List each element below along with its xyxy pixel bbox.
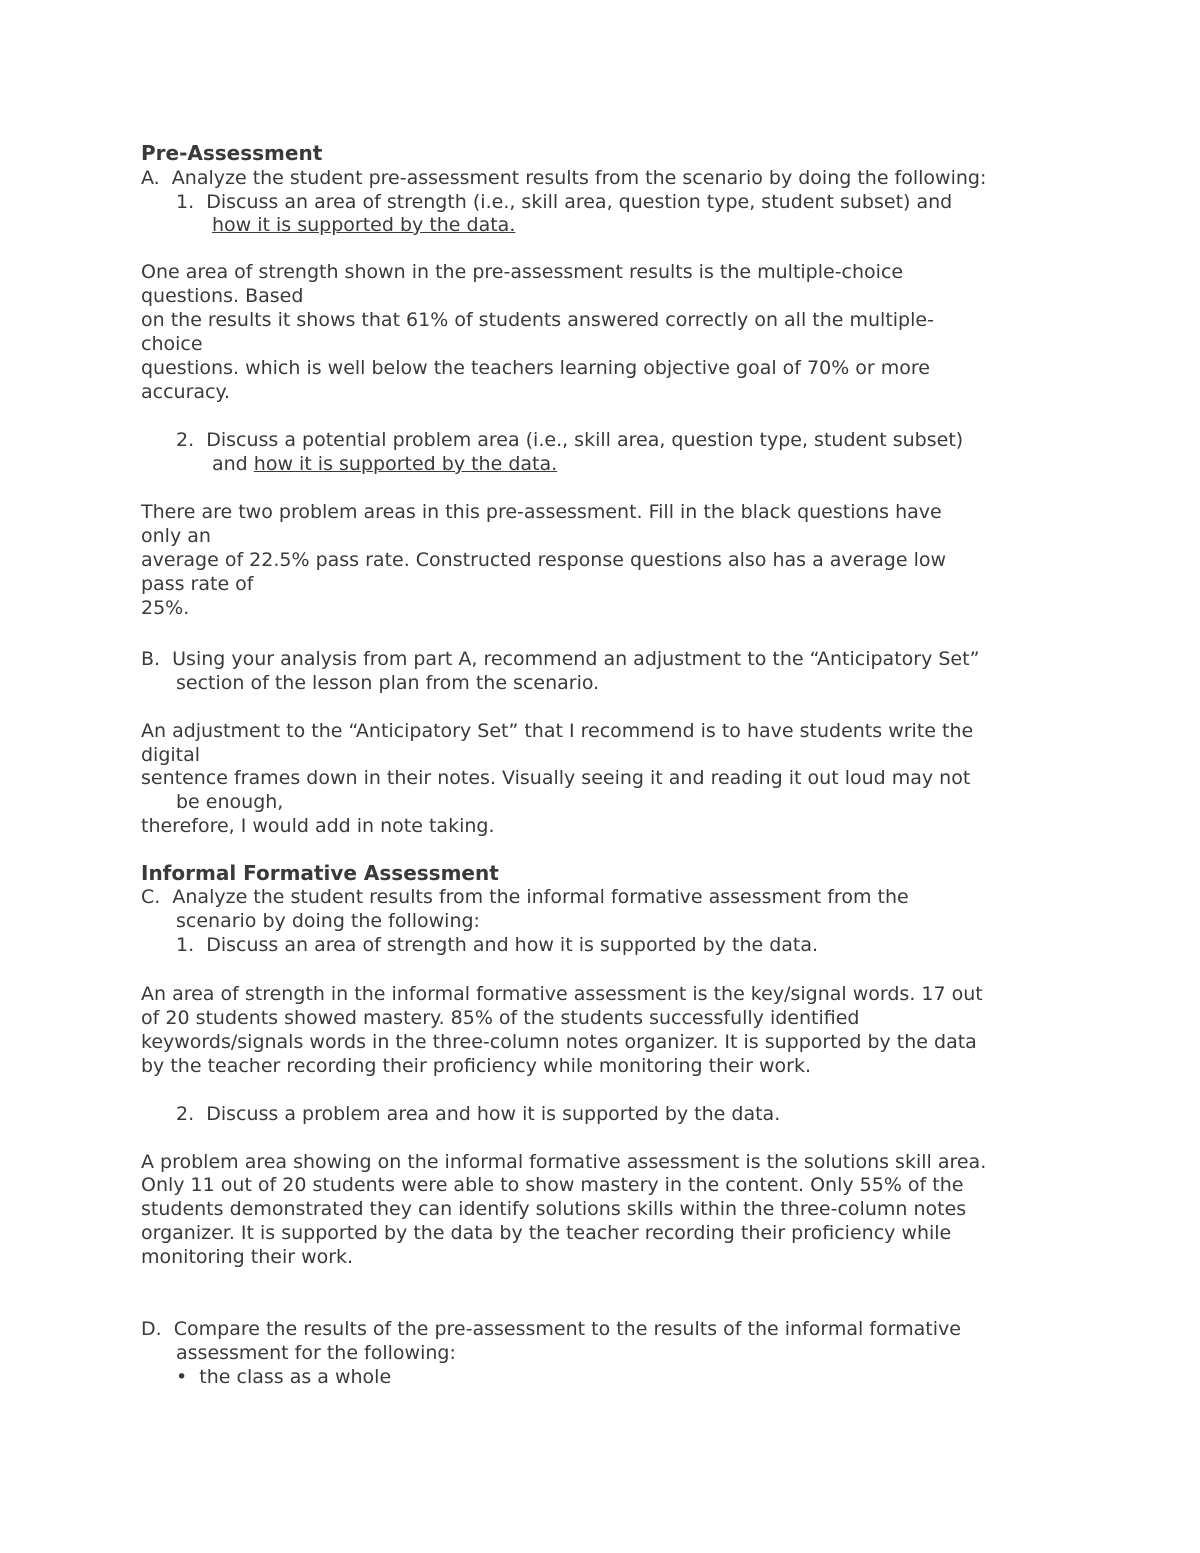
answer-a1-line: accuracy. [141, 381, 231, 403]
prompt-a2-underlined: how it is supported by the data. [253, 453, 558, 475]
answer-a2-line: pass rate of [141, 573, 254, 595]
answer-a1-line: One area of strength shown in the pre-assessment results is the multiple-choice [141, 261, 904, 283]
answer-b-line: therefore, I would add in note taking. [141, 815, 495, 837]
prompt-a: A. Analyze the student pre-assessment results from the scenario by doing the following: [141, 167, 987, 189]
answer-c2-line: students demonstrated they can identify solutions skills within the three-column notes [141, 1198, 967, 1220]
prompt-c2: 2. Discuss a problem area and how it is supported by the data. [176, 1103, 781, 1125]
answer-a1-line: choice [141, 333, 203, 355]
answer-c2-line: organizer. It is supported by the data by the teacher recording their proficiency while [141, 1222, 952, 1244]
prompt-a2-prefix: and [212, 453, 254, 475]
bullet-class-as-whole: • the class as a whole [176, 1366, 392, 1388]
answer-a2-line: There are two problem areas in this pre-assessment. Fill in the black questions have [141, 501, 942, 523]
answer-a2-line: 25%. [141, 597, 190, 619]
answer-a1-line: questions. Based [141, 285, 304, 307]
answer-b-line: An adjustment to the “Anticipatory Set” that I recommend is to have students write the [141, 720, 974, 742]
prompt-c-line2: scenario by doing the following: [176, 910, 480, 932]
answer-c2-line: Only 11 out of 20 students were able to show mastery in the content. Only 55% of the [141, 1174, 964, 1196]
prompt-b-line1: B. Using your analysis from part A, recommend an adjustment to the “Anticipatory Set” [141, 648, 980, 670]
heading-informal-formative-assessment: Informal Formative Assessment [141, 861, 499, 885]
answer-c1-line: keywords/signals words in the three-column notes organizer. It is supported by the data [141, 1031, 977, 1053]
prompt-b-line2: section of the lesson plan from the scenario. [176, 672, 600, 694]
answer-b-line: digital [141, 744, 201, 766]
answer-a2-line: only an [141, 525, 211, 547]
prompt-d-line1: D. Compare the results of the pre-assessment to the results of the informal formative [141, 1318, 961, 1340]
prompt-c-line1: C. Analyze the student results from the informal formative assessment from the [141, 886, 909, 908]
answer-c2-line: A problem area showing on the informal formative assessment is the solutions skill area. [141, 1151, 987, 1173]
answer-c1-line: of 20 students showed mastery. 85% of the students successfully identified [141, 1007, 860, 1029]
prompt-c1: 1. Discuss an area of strength and how it is supported by the data. [176, 934, 819, 956]
prompt-a2-line2 [212, 452, 557, 476]
answer-b-line: be enough, [176, 791, 284, 813]
answer-a1-line: questions. which is well below the teachers learning objective goal of 70% or more [141, 357, 930, 379]
prompt-a1-line2: how it is supported by the data. [212, 214, 516, 236]
answer-a1-line: on the results it shows that 61% of students answered correctly on all the multiple- [141, 309, 934, 331]
answer-c2-line: monitoring their work. [141, 1246, 354, 1268]
answer-a2-line: average of 22.5% pass rate. Constructed response questions also has a average low [141, 549, 947, 571]
prompt-a2-line1: 2. Discuss a potential problem area (i.e., skill area, question type, student subset) [176, 429, 964, 451]
answer-b-line: sentence frames down in their notes. Visually seeing it and reading it out loud may not [141, 767, 971, 789]
answer-c1-line: by the teacher recording their proficiency while monitoring their work. [141, 1055, 811, 1077]
answer-c1-line: An area of strength in the informal formative assessment is the key/signal words. 17 out [141, 983, 983, 1005]
heading-pre-assessment: Pre-Assessment [141, 141, 323, 165]
prompt-d-line2: assessment for the following: [176, 1342, 456, 1364]
prompt-a1-line1: 1. Discuss an area of strength (i.e., skill area, question type, student subset) and [176, 191, 953, 213]
